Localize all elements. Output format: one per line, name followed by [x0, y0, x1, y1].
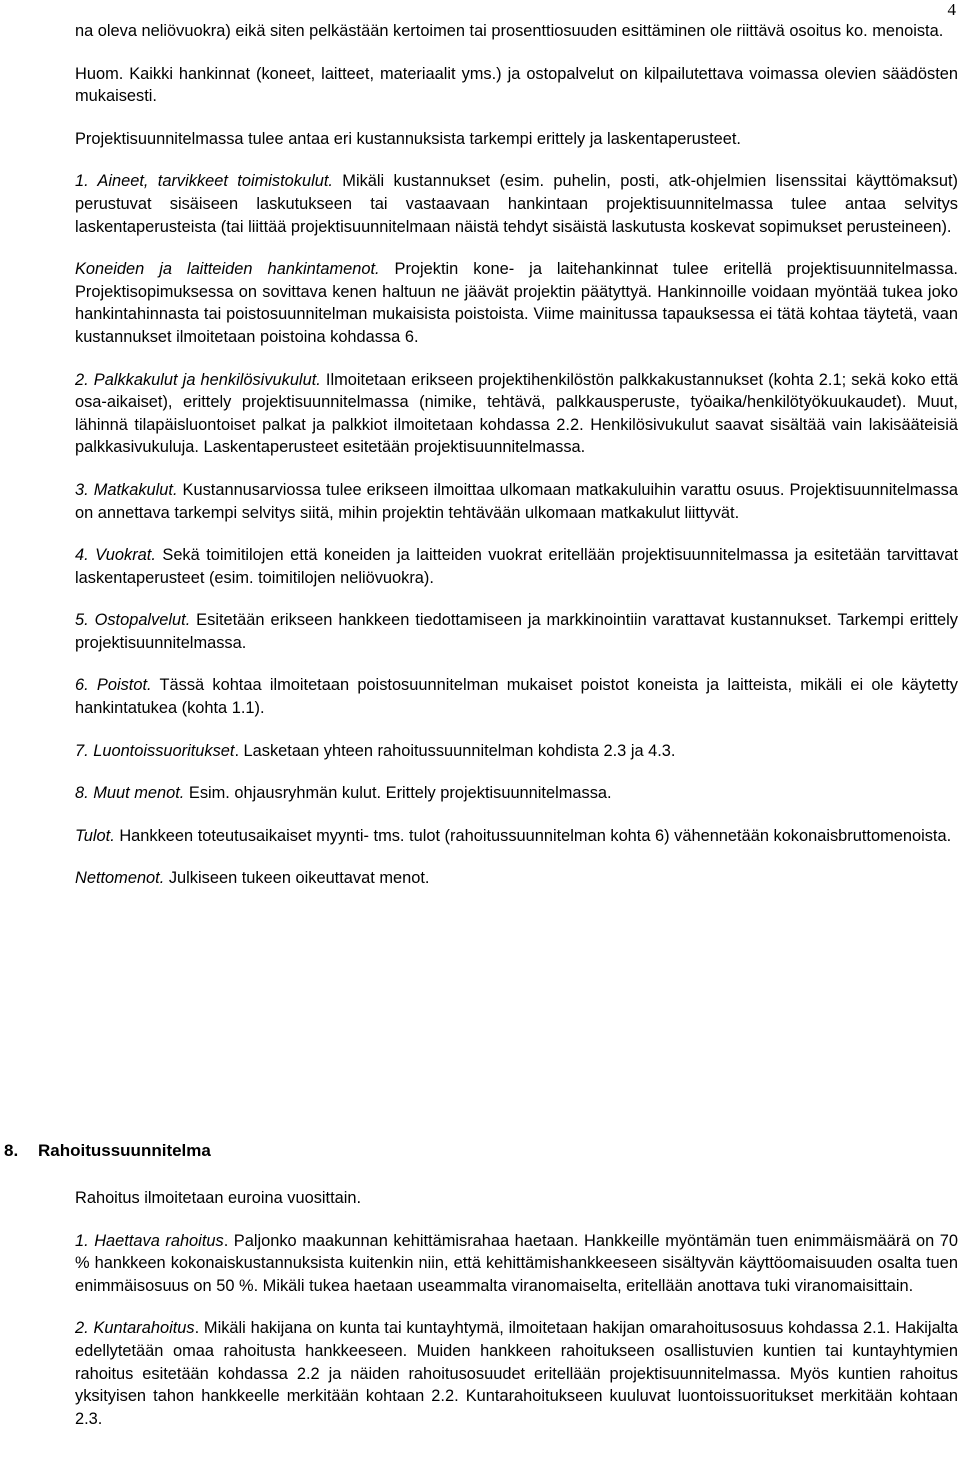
- paragraph: Huom. Kaikki hankinnat (koneet, laitteet, materiaalit yms.) ja ostopalvelut on kilpailutettava voimassa olevien säädösten mukaisesti.: [75, 64, 958, 106]
- paragraph: 8. Muut menot. Esim. ohjausryhmän kulut. Erittely projektisuunnitelmassa.: [75, 784, 612, 803]
- page-number: 4: [947, 0, 956, 19]
- paragraph: 2. Palkkakulut ja henkilösivukulut. Ilmoitetaan erikseen projektihenkilöstön palkkakustannukset (kohta 2.1; sekä koko että osa-aikaiset), erittely projektisuunnitelmassa (nimike, tehtävä, palkkausperuste, työaika/henkilötyökuukaudet). Muut, lähinnä tilapäisluontoiset palkat ja palkkiot ilmoitetaan kohdassa 2.2. Henkilösivukulut saavat sisältää vain lakisääteisiä palkkasivukuluja. Laskentaperusteet esitetään projektisuunnitelmassa.: [75, 370, 959, 457]
- paragraph: Koneiden ja laitteiden hankintamenot. Projektin kone- ja laitehankinnat tulee eritellä projektisuunnitelmassa. Projektisopimuksessa on sovittava kenen haltuun ne jäävät projektin päätyttyä. Hankinnoille voidaan myöntää tukea joko hankintahinnasta tai poistosuunnitelman mukaisista poistoista. Viime mainitussa tapauksessa ei tätä kohtaa täytetä, vaan kustannukset ilmoitetaan poistoina kohdassa 6.: [75, 260, 958, 346]
- paragraph: Tulot. Hankkeen toteutusaikaiset myynti- tms. tulot (rahoitussuunnitelman kohta 6) vähennetään kokonaisbruttomenoista.: [75, 826, 952, 845]
- paragraph: 2. Kuntarahoitus. Mikäli hakijana on kunta tai kuntayhtymä, ilmoitetaan hakijan omarahoitusosuus kohdassa 2.1. Hakijalta edellytetään omaa rahoitusta hankkeeseen. Muiden hankkeen rahoitukseen osallistuvien kuntien tai kuntayhtymien rahoitus esitetään kohdassa 2.2 ja näiden rahoitusosuudet eritellään projektisuunnitelmassa. Myös kuntien rahoitus yksityisen tahon hankkeelle merkitään kohtaan 2.2. Kuntarahoitukseen kuuluvat luontoissuoritukset merkitään kohtaan 2.3.: [75, 1319, 958, 1428]
- paragraph: 6. Poistot. Tässä kohtaa ilmoitetaan poistosuunnitelman mukaiset poistot koneista ja laitteista, mikäli ei ole käytetty hankintatukea (kohta 1.1).: [75, 676, 958, 718]
- paragraph: 1. Haettava rahoitus. Paljonko maakunnan kehittämisrahaa haetaan. Hankkeille myöntämän tuen enimmäismäärä on 70 % hankkeen kokonaiskustannuksista kuitenkin niin, että kehittämishankkeeseen sisältyvän käyttöomaisuuden osalta tuen enimmäisosuus on 50 %. Mikäli tukea haetaan useammalta viranomaiselta, eritellään anottava tuki viranomaisittain.: [75, 1231, 958, 1295]
- body-text: [75, 20, 958, 910]
- paragraph: Nettomenot. Julkiseen tukeen oikeuttavat menot.: [75, 869, 430, 888]
- section-heading: 8. Rahoitussuunnitelma: [4, 1141, 211, 1160]
- paragraph: na oleva neliövuokra) eikä siten pelkästään kertoimen tai prosenttiosuuden esittäminen ole riittävä osoitus ko. menoista.: [75, 22, 944, 40]
- section-body: [75, 1187, 958, 1450]
- paragraph: 3. Matkakulut. Kustannusarviossa tulee erikseen ilmoittaa ulkomaan matkakuluihin varattu osuus. Projektisuunnitelmassa on annettava tarkempi selvitys siitä, mihin projektin tehtävään ulkomaan matkakulut liittyvät.: [75, 480, 958, 522]
- paragraph: 7. Luontoissuoritukset. Lasketaan yhteen rahoitussuunnitelman kohdista 2.3 ja 4.3.: [75, 741, 676, 760]
- paragraph: 1. Aineet, tarvikkeet toimistokulut. Mikäli kustannukset (esim. puhelin, posti, atk-ohjelmien lisenssitai käyttömaksut) perustuvat sisäiseen laskutukseen tai vastaavaan hankintaan projektisuunnitelmassa tulee antaa selvitys laskentaperusteista (tai liittää projektisuunnitelmaan näistä tehdyt sisäistä laskutusta koskevat sopimukset perusteineen).: [75, 172, 958, 236]
- paragraph: Projektisuunnitelmassa tulee antaa eri kustannuksista tarkempi erittely ja laskentaperusteet.: [75, 129, 741, 148]
- paragraph: 5. Ostopalvelut. Esitetään erikseen hankkeen tiedottamiseen ja markkinointiin varattavat kustannukset. Tarkempi erittely projektisuunnitelmassa.: [75, 611, 959, 652]
- paragraph: 4. Vuokrat. Sekä toimitilojen että koneiden ja laitteiden vuokrat eritellään projektisuunnitelmassa ja esitetään tarvittavat laskentaperusteet (esim. toimitilojen neliövuokra).: [75, 546, 959, 587]
- paragraph: Rahoitus ilmoitetaan euroina vuosittain.: [75, 1189, 362, 1207]
